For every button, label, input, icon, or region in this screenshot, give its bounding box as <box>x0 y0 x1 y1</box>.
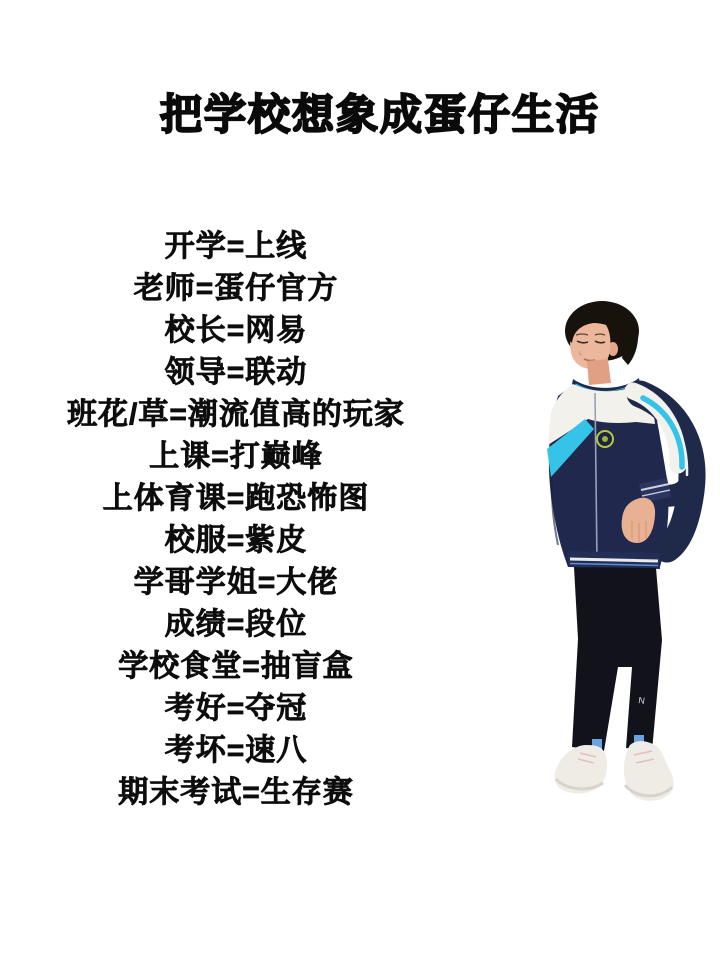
list-item: 领导=联动 <box>164 356 308 389</box>
list-item: 考好=夺冠 <box>164 692 308 725</box>
student-photo <box>540 295 710 815</box>
list-item: 校长=网易 <box>164 314 308 347</box>
list-item: 开学=上线 <box>164 230 308 263</box>
head-group <box>565 301 639 385</box>
list-item: 期末考试=生存赛 <box>118 776 354 809</box>
pants-group <box>572 567 662 751</box>
jacket-group <box>547 378 692 569</box>
list-item: 学哥学姐=大佬 <box>133 566 339 599</box>
list-item: 上课=打巅峰 <box>149 440 323 473</box>
list-item: 校服=紫皮 <box>164 524 308 557</box>
neck <box>587 359 611 385</box>
list-item: 班花/草=潮流值高的玩家 <box>67 398 405 431</box>
mapping-list <box>0 226 472 814</box>
jacket-badge <box>597 431 613 447</box>
list-item: 成绩=段位 <box>164 608 308 641</box>
pants <box>572 567 662 751</box>
list-item: 老师=蛋仔官方 <box>133 272 339 305</box>
list-item: 考坏=速八 <box>164 734 308 767</box>
pants-logo: N <box>637 695 646 706</box>
hem-stripe-white <box>570 559 658 561</box>
list-item: 学校食堂=抽盲盒 <box>118 650 354 683</box>
list-item: 上体育课=跑恐怖图 <box>102 482 370 515</box>
page-title: 把学校想象成蛋仔生活 <box>159 91 600 138</box>
